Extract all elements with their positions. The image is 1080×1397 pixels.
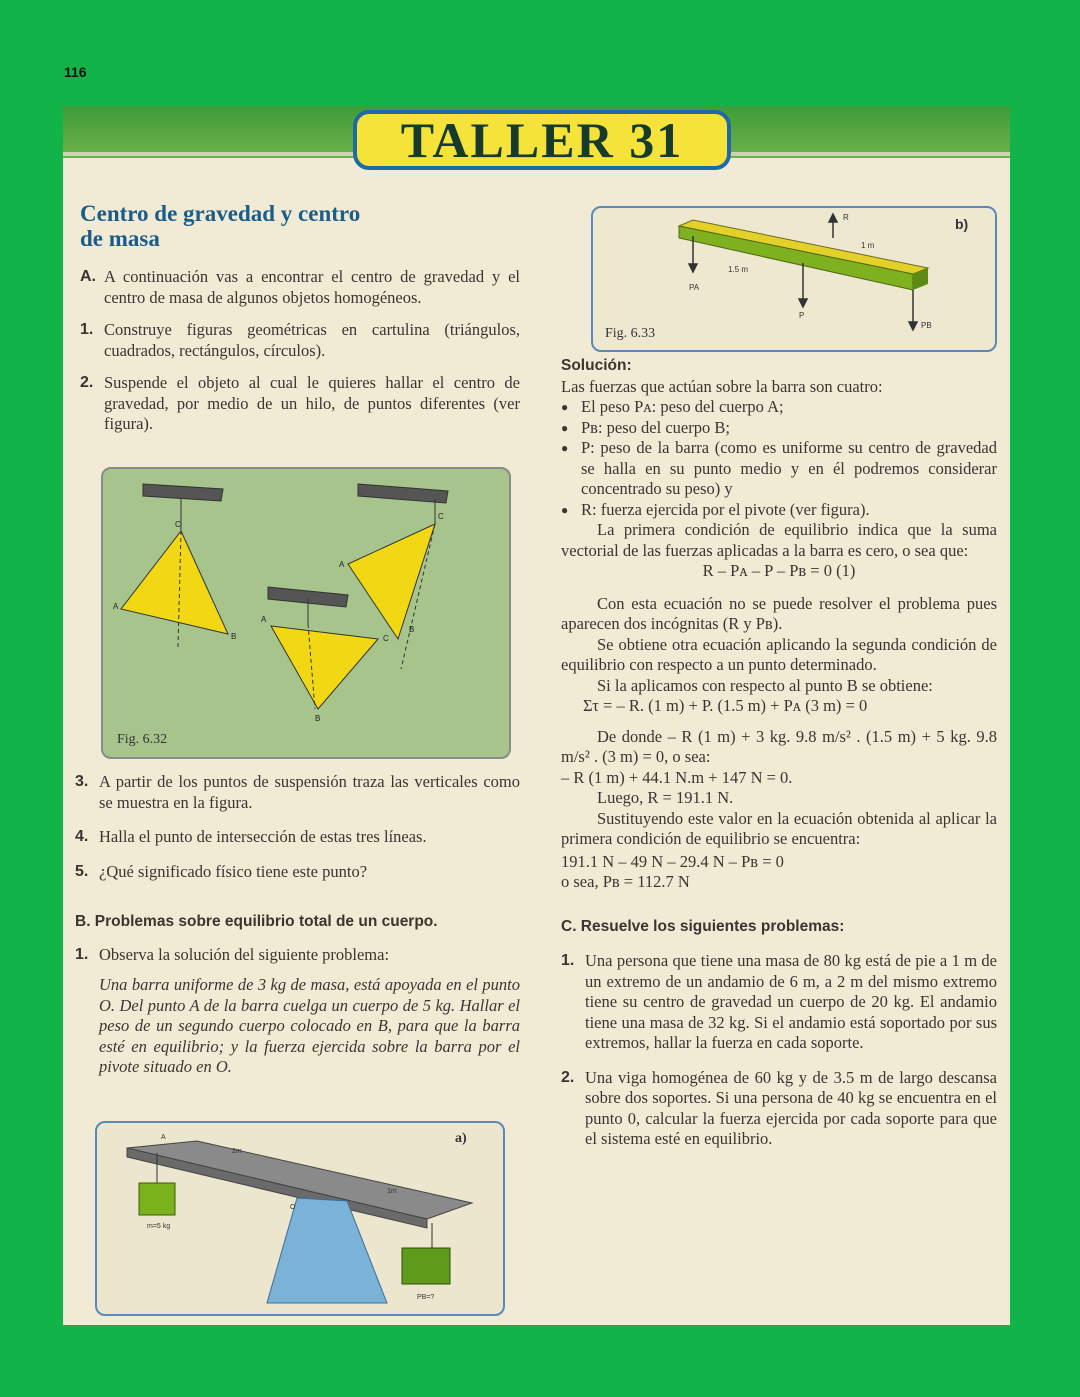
- svg-text:C: C: [175, 520, 181, 529]
- problem-statement: Una barra uniforme de 3 kg de masa, está apoyada en el punto O. Del punto A de la barra cuelga un cuerpo de 5 kg. Hallar el peso de un segundo cuerpo colocado en B, para que la barra esté en equilibrio; y la fuerza ejercida sobre la barra por el pivote situado en O.: [99, 975, 520, 1076]
- svg-text:A: A: [113, 602, 119, 611]
- svg-text:PB: PB: [921, 321, 932, 330]
- figure-label: b): [955, 216, 969, 232]
- svg-text:O: O: [290, 1204, 296, 1211]
- beam-on-pivot-illustration: [97, 1123, 503, 1314]
- page-title: TALLER 31: [400, 112, 684, 168]
- svg-text:P: P: [799, 311, 805, 320]
- left-column-lower: [75, 772, 520, 1078]
- paragraph: 191.1 N – 49 N – 29.4 N – Pʙ = 0: [561, 851, 784, 871]
- svg-text:B: B: [231, 632, 237, 641]
- list-item: 2. Suspende el objeto al cual le quieres hallar el centro de gravedad, por medio de un hilo, de puntos diferentes (ver figura).: [80, 373, 520, 433]
- page-number: 116: [64, 64, 87, 80]
- figure-a: [95, 1121, 505, 1316]
- bullet-item: ● El peso Pᴀ: peso del cuerpo A;: [561, 397, 997, 418]
- svg-text:1 m: 1 m: [861, 241, 875, 250]
- figure-caption: Fig. 6.32: [117, 732, 168, 747]
- figure-6-32: [101, 467, 511, 759]
- paragraph: o sea, Pʙ = 112.7 N: [561, 872, 690, 891]
- list-item: 3. A partir de los puntos de suspensión traza las verticales como se muestra en la figura.: [75, 772, 520, 812]
- svg-text:A: A: [339, 560, 345, 569]
- list-item: 5. ¿Qué significado físico tiene este punto?: [75, 861, 368, 881]
- paragraph: Luego, R = 191.1 N.: [597, 788, 734, 807]
- svg-text:1.5 m: 1.5 m: [728, 265, 749, 274]
- svg-text:C: C: [383, 634, 389, 643]
- svg-text:PB=?: PB=?: [417, 1294, 435, 1301]
- svg-text:2m: 2m: [232, 1148, 242, 1155]
- equation: Στ = – R. (1 m) + P. (1.5 m) + Pᴀ (3 m) = 0: [583, 696, 868, 715]
- title-box: [353, 110, 731, 170]
- left-column: [80, 201, 520, 435]
- paragraph: Se obtiene otra ecuación aplicando la segunda condición de equilibrio con respecto a un punto determinado.: [561, 634, 997, 674]
- solution-title: Solución:: [561, 357, 632, 374]
- svg-text:B: B: [315, 714, 321, 723]
- svg-text:A: A: [261, 615, 267, 624]
- figure-6-33: [591, 206, 997, 352]
- worksheet-page: [63, 106, 1010, 1325]
- svg-text:B: B: [409, 625, 415, 634]
- paragraph: La primera condición de equilibrio indica que la suma vectorial de las fuerzas aplicadas a la barra es cero, o sea que:: [561, 520, 997, 560]
- paragraph: De donde – R (1 m) + 3 kg. 9.8 m/s² . (1.5 m) + 5 kg. 9.8 m/s² . (3 m) = 0, o sea:: [561, 726, 997, 766]
- svg-text:1m: 1m: [387, 1188, 397, 1195]
- list-item: 4. Halla el punto de intersección de estas tres líneas.: [75, 827, 427, 846]
- right-column: [561, 356, 997, 1150]
- svg-text:R: R: [843, 213, 849, 222]
- suspended-triangles-illustration: [103, 469, 509, 757]
- list-item: 1. Observa la solución del siguiente problema:: [75, 944, 390, 964]
- section-c-heading: C. Resuelve los siguientes problemas:: [561, 917, 845, 935]
- svg-text:m=5 kg: m=5 kg: [147, 1223, 171, 1230]
- list-item: 1. Construye figuras geométricas en cartulina (triángulos, cuadrados, rectángulos, círculos).: [80, 320, 520, 360]
- bullet-item: ● P: peso de la barra (como es uniforme su centro de gravedad se halla en su punto medio y en él podremos considerar concentrado su peso) y: [561, 438, 997, 500]
- svg-text:PA: PA: [689, 283, 700, 292]
- paragraph: Si la aplicamos con respecto al punto B se obtiene:: [597, 675, 933, 695]
- bullet-item: ● Pʙ: peso del cuerpo B;: [561, 418, 997, 439]
- paragraph: – R (1 m) + 44.1 N.m + 147 N = 0.: [561, 767, 793, 787]
- figure-label: a): [455, 1131, 467, 1146]
- equation: R – Pᴀ – P – Pʙ = 0 (1): [702, 561, 856, 580]
- bullet-item: ● R: fuerza ejercida por el pivote (ver figura).: [561, 500, 997, 521]
- svg-text:C: C: [438, 512, 444, 521]
- solution-intro: Las fuerzas que actúan sobre la barra son cuatro:: [561, 376, 883, 396]
- figure-caption: Fig. 6.33: [605, 326, 656, 341]
- paragraph: Sustituyendo este valor en la ecuación obtenida al aplicar la primera condición de equilibrio se encuentra:: [561, 808, 997, 848]
- section-heading: Centro de gravedad y centro de masa: [80, 201, 361, 251]
- list-item: 1. Una persona que tiene una masa de 80 kg está de pie a 1 m de un extremo de un andamio de 6 m, a 2 m del mismo extremo tiene su centro de gravedad un cuerpo de 20 kg. El andamio tiene una masa de 32 kg. Si el andamio está soportado por sus extremos, hallar la fuerza en cada soporte.: [561, 951, 997, 1052]
- list-item: 2. Una viga homogénea de 60 kg y de 3.5 m de largo descansa sobre dos soportes. Si una persona de 40 kg se encuentra en el punto 0, calcular la fuerza ejercida por cada soporte para que el sistema esté en equilibrio.: [561, 1067, 997, 1148]
- section-b-heading: B. Problemas sobre equilibrio total de un cuerpo.: [75, 913, 438, 930]
- section-a: A. A continuación vas a encontrar el centro de gravedad y el centro de masa de algunos objetos homogéneos.: [80, 267, 520, 307]
- paragraph: Con esta ecuación no se puede resolver el problema pues aparecen dos incógnitas (R y Pʙ).: [561, 593, 997, 633]
- svg-text:A: A: [161, 1134, 166, 1141]
